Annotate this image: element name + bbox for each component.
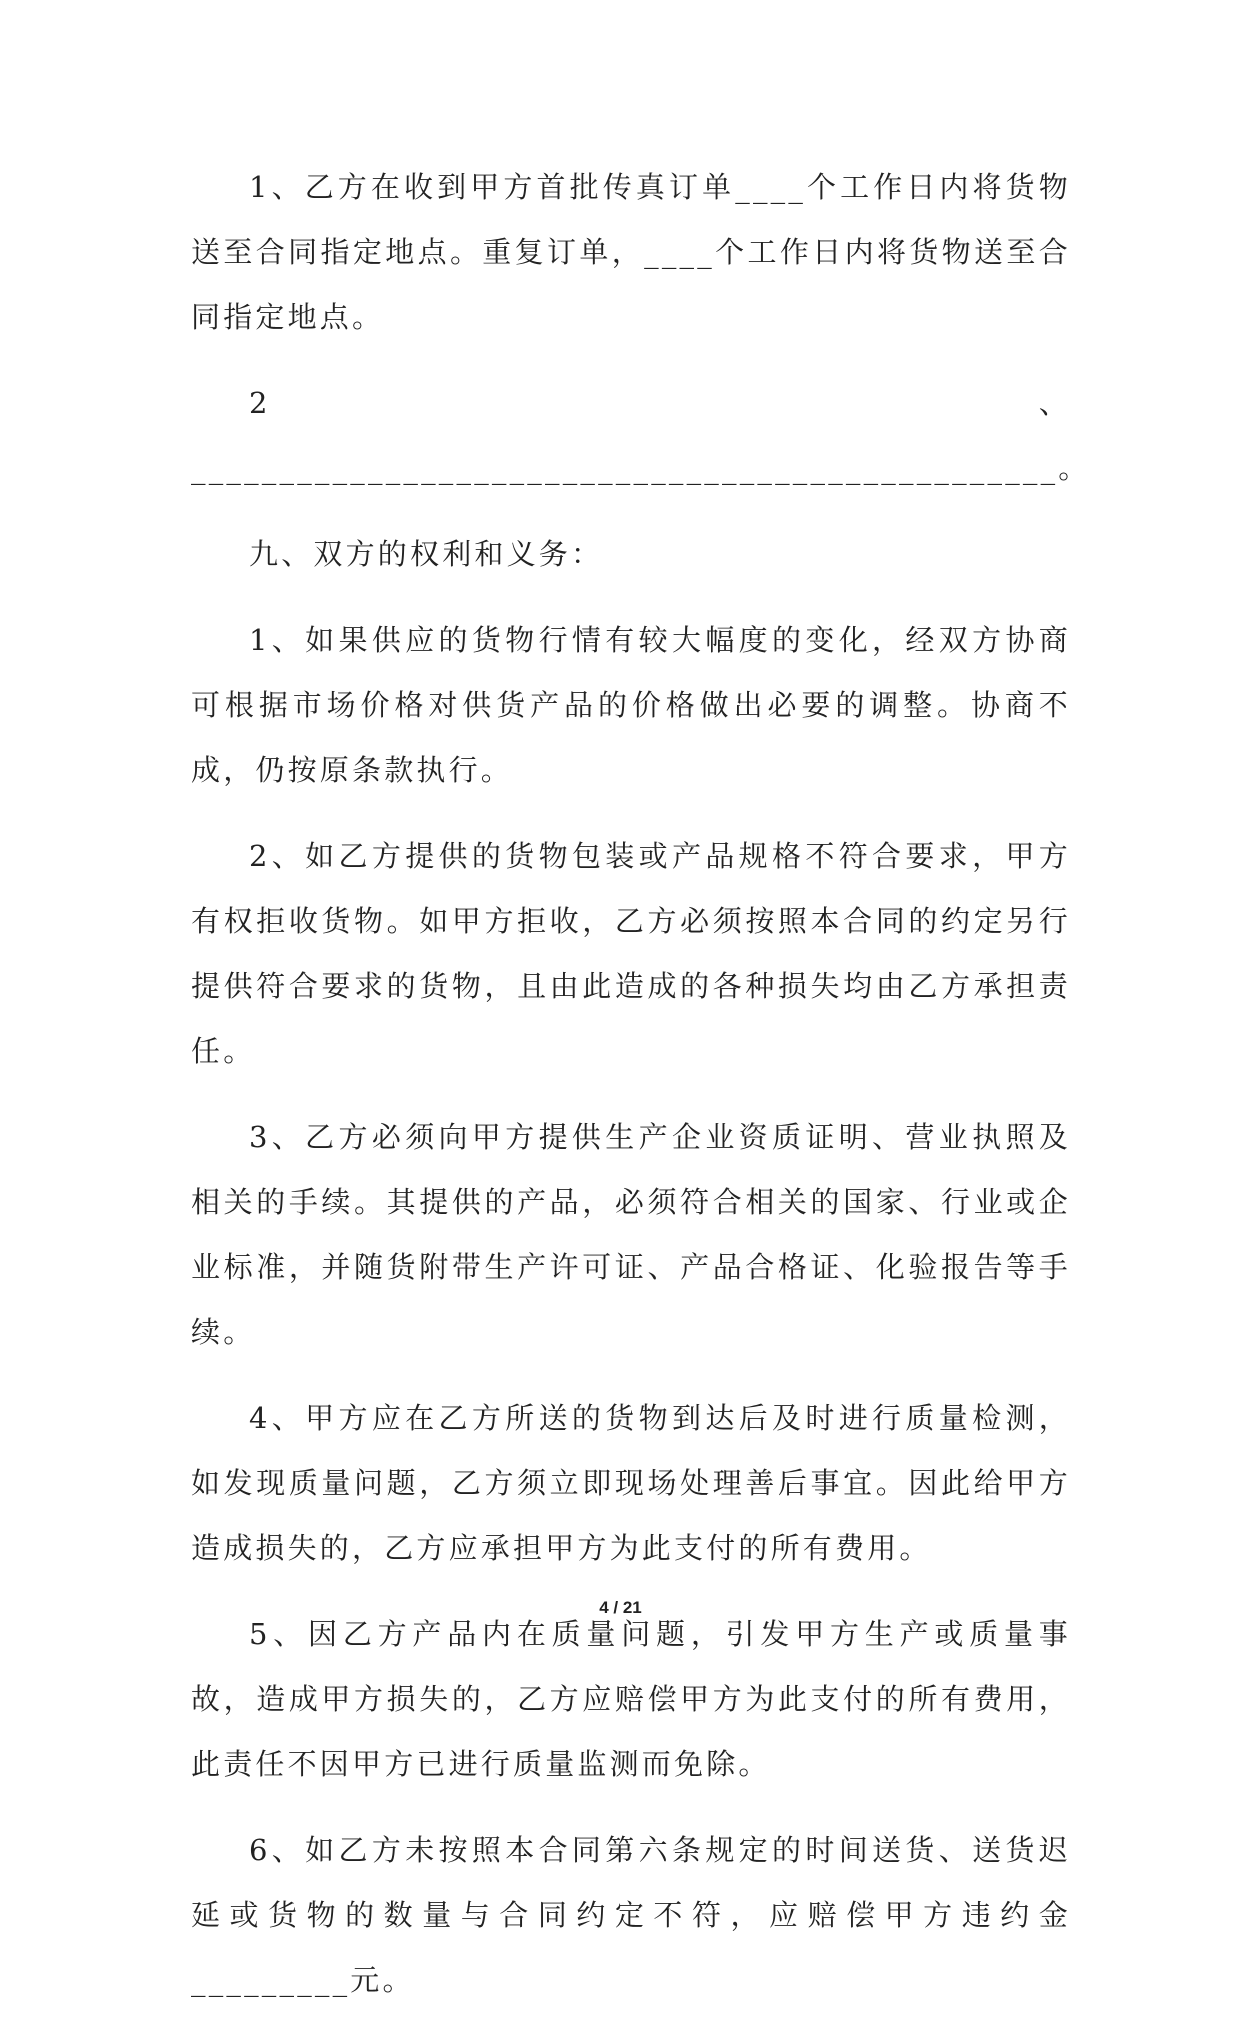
clause-reject-goods: 2、如乙方提供的货物包装或产品规格不符合要求，甲方有权拒收货物。如甲方拒收，乙方必须按照本合同的约定另行提供符合要求的货物，且由此造成的各种损失均由乙方承担责任。: [191, 839, 1071, 1068]
document-body: [191, 155, 1091, 2034]
clause-quality-inspection: 4、甲方应在乙方所送的货物到达后及时进行质量检测，如发现质量问题，乙方须立即现场处理善后事宜。因此给甲方造成损失的，乙方应承担甲方为此支付的所有费用。: [191, 1401, 1071, 1565]
clause-price-adjustment: 1、如果供应的货物行情有较大幅度的变化，经双方协商可根据市场价格对供货产品的价格做出必要的调整。协商不成，仍按原条款执行。: [191, 623, 1071, 787]
clause-qualification-docs: 3、乙方必须向甲方提供生产企业资质证明、营业执照及相关的手续。其提供的产品，必须符合相关的国家、行业或企业标准，并随货附带生产许可证、产品合格证、化验报告等手续。: [191, 1120, 1071, 1349]
clause-delivery-penalty: 6、如乙方未按照本合同第六条规定的时间送货、送货迟延或货物的数量与合同约定不符，应赔偿甲方违约金_________元。: [191, 1833, 1071, 1997]
clause-delivery-days: 1、乙方在收到甲方首批传真订单____个工作日内将货物送至合同指定地点。重复订单，____个工作日内将货物送至合同指定地点。: [191, 170, 1071, 334]
section-heading-rights-obligations: 九、双方的权利和义务：: [249, 537, 604, 571]
clause-quality-liability: 5、因乙方产品内在质量问题，引发甲方生产或质量事故，造成甲方损失的，乙方应赔偿甲方为此支付的所有费用，此责任不因甲方已进行质量监测而免除。: [191, 1617, 1071, 1781]
clause-blank-item: 2、_________________________________________________。: [191, 386, 1091, 485]
page-number: 4 / 21: [599, 1598, 642, 1617]
